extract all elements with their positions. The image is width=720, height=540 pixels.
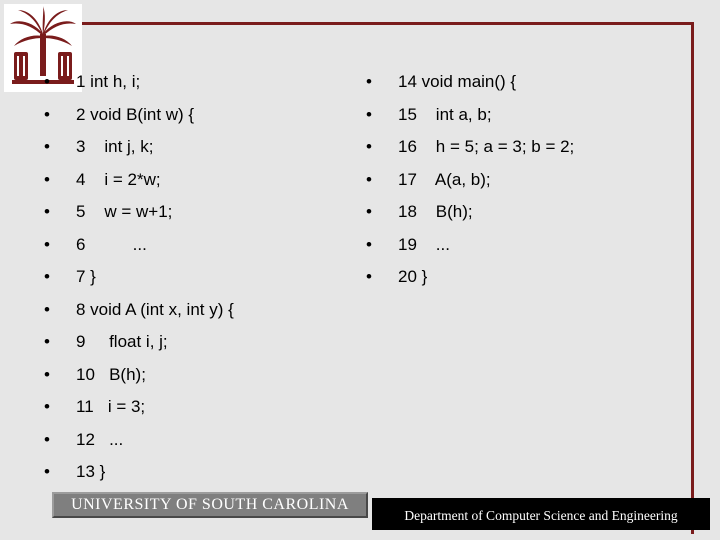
code-line (44, 66, 234, 99)
code-line (366, 99, 574, 132)
code-line (44, 196, 234, 229)
code-line (44, 294, 234, 327)
bullet-icon: • (44, 397, 50, 416)
code-text: 4 i = 2*w; (76, 169, 161, 189)
code-text: 8 void A (int x, int y) { (76, 299, 234, 319)
bullet-icon: • (44, 299, 50, 319)
department-banner: Department of Computer Science and Engineering (372, 498, 710, 530)
bullet-icon: • (366, 234, 372, 254)
bullet-icon: • (44, 202, 50, 221)
bullet-icon: • (44, 234, 50, 254)
code-line (44, 229, 234, 262)
code-line (366, 261, 574, 294)
code-text: 7 } (76, 267, 96, 286)
code-text: 12 ... (76, 429, 124, 449)
code-text: 5 w = w+1; (76, 202, 173, 221)
bullet-icon: • (366, 202, 372, 221)
bullet-icon: • (44, 429, 50, 449)
bullet-icon: • (366, 169, 372, 189)
code-list-left (44, 66, 234, 489)
code-text: 6 ... (76, 234, 147, 254)
code-text: 9 float i, j; (76, 332, 168, 351)
code-line (44, 391, 234, 424)
code-list-right (366, 66, 574, 294)
code-line (44, 99, 234, 132)
code-line (366, 229, 574, 262)
bullet-icon: • (44, 462, 50, 481)
code-line (44, 359, 234, 392)
code-line (44, 456, 234, 489)
code-text: 18 B(h); (398, 202, 473, 221)
code-text: 10 B(h); (76, 364, 146, 384)
bullet-icon: • (366, 72, 372, 91)
code-line (44, 261, 234, 294)
code-line (366, 164, 574, 197)
code-line (366, 196, 574, 229)
code-line (366, 66, 574, 99)
code-line (44, 164, 234, 197)
code-line (366, 131, 574, 164)
code-text: 15 int a, b; (398, 104, 492, 124)
code-line (44, 326, 234, 359)
university-banner: UNIVERSITY OF SOUTH CAROLINA (52, 492, 368, 518)
code-text: 17 A(a, b); (398, 169, 491, 189)
code-text: 13 } (76, 462, 106, 481)
bullet-icon: • (366, 104, 372, 124)
code-text: 19 ... (398, 234, 450, 254)
bullet-icon: • (44, 104, 50, 124)
bullet-icon: • (44, 267, 50, 286)
bullet-icon: • (44, 364, 50, 384)
code-text: 20 } (398, 267, 428, 286)
bullet-icon: • (366, 267, 372, 286)
code-text: 1 int h, i; (76, 72, 141, 91)
code-text: 3 int j, k; (76, 137, 154, 156)
code-line (44, 131, 234, 164)
bullet-icon: • (44, 169, 50, 189)
code-text: 2 void B(int w) { (76, 104, 195, 124)
code-text: 16 h = 5; a = 3; b = 2; (398, 137, 575, 156)
bullet-icon: • (44, 72, 50, 91)
code-line (44, 424, 234, 457)
bullet-icon: • (44, 137, 50, 156)
bullet-icon: • (44, 332, 50, 351)
code-text: 14 void main() { (398, 72, 517, 91)
bullet-icon: • (366, 137, 372, 156)
code-text: 11 i = 3; (76, 397, 146, 416)
